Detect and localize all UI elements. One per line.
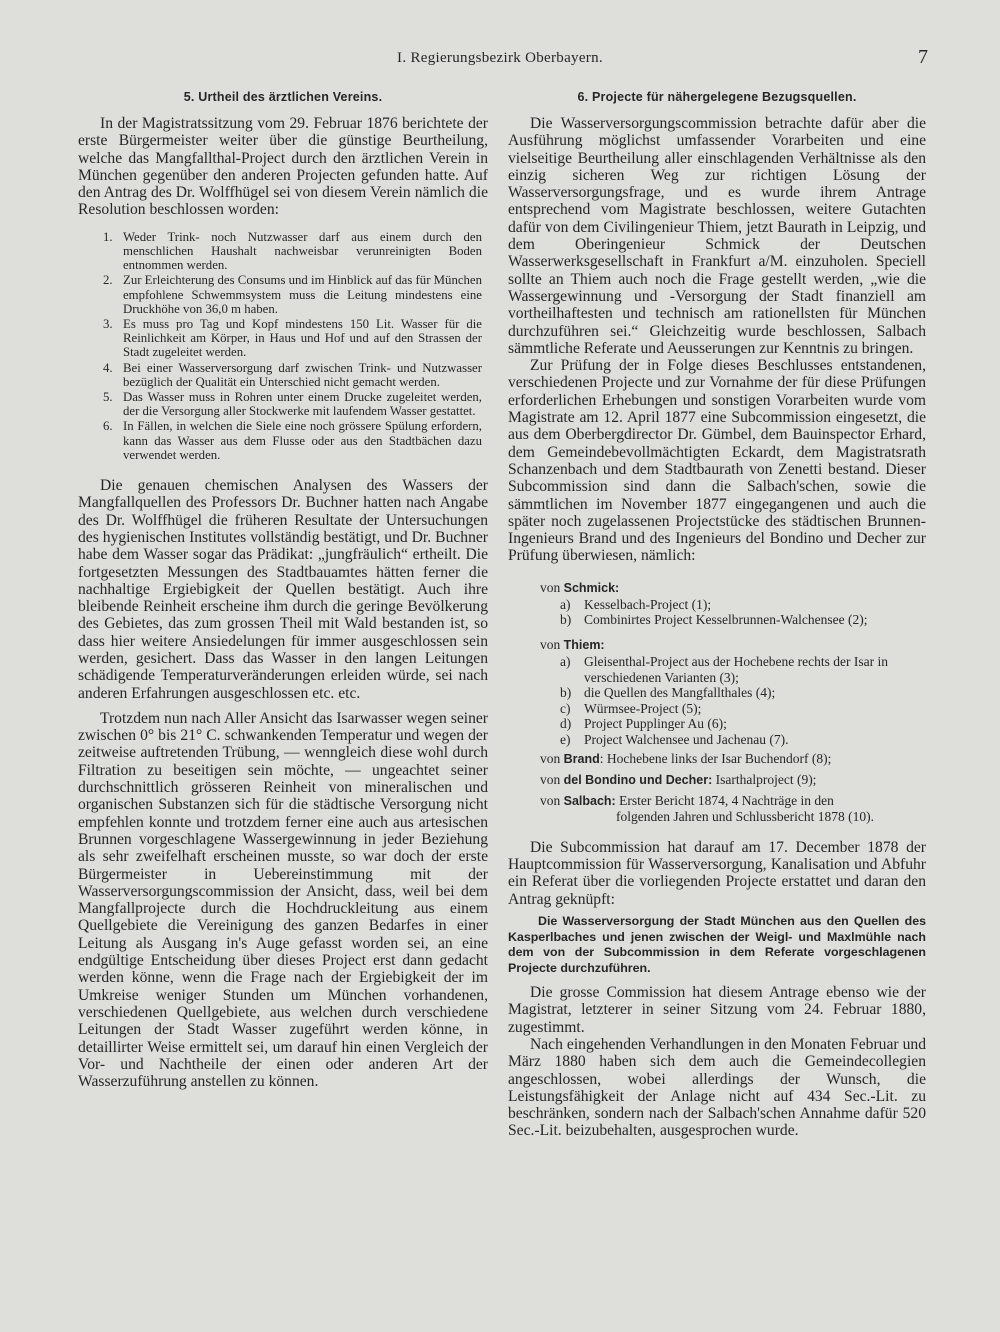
page-number: 7 [918, 46, 928, 68]
item-text: Bei einer Wasserversorgung darf zwischen Trink- und Nutzwasser bezüglich der Qualität ein Unterschied nicht gemacht werden. [123, 360, 482, 389]
project-item: d) Project Pupplinger Au (6); [560, 716, 727, 732]
item-text: Das Wasser muss in Rohren unter einem Drucke zugeleitet werden, der die Versorgung aller Stockwerke mit laufendem Wasser gestattet. [123, 390, 482, 419]
paragraph-approval: Die grosse Commission hat diesem Antrage ebenso wie der Magistrat, letzterer in seiner Sitzung vom 24. Februar 1880, zugestimmt. [508, 984, 926, 1036]
paragraph-commission: Die Wasserversorgungscommission betrachte dafür aber die Ausführung möglichst umfassender Vorarbeiten und eine vielseitige Beurtheilung aller einschlagenden Verhältnisse als den einzig sicheren Weg zur richtigen Lösung der Wasserversorgungsfrage, und es wurde ihrem Antrage entsprechend vom Magistrate beschlossen, weitere Gutachten dafür von dem Civilingenieur Thiem, jetzt Baurath in Leipzig, und dem Oberingenieur Schmick der Deutschen Wasserwerksgesellschaft in Frankfurt a/M. einzuholen. Speciell sollte an Thiem auch noch die Frage gestellt werden, „wie die Wassergewinnung und -Versorgung der Stadt finanziell am vortheilhaftesten und technisch am rationellsten für München durchzuführen sei.“ Gleichzeitig wurde beschlossen, Salbach sämmtliche Referate und Aeusserungen zur Kenntnis zu bringen. [508, 115, 926, 357]
resolution-item [78, 419, 488, 462]
item-number: 1. [103, 229, 113, 244]
resolution-item [78, 317, 488, 360]
project-item: c) Würmsee-Project (5); [560, 700, 702, 716]
left-column [78, 90, 488, 1090]
proposal-text: Die Wasserversorgung der Stadt München aus den Quellen des Kasperlbaches und jenen zwischen der Weigl- und Maxlmühle nach dem von der Subcommission in dem Referate vorgeschlagenen Projecte durchzuführen. [508, 914, 926, 975]
author-name: Schmick: [563, 580, 620, 595]
project-list-schmick [508, 597, 926, 628]
project-item: e) Project Walchensee und Jachenau (7). [560, 731, 789, 747]
paragraph-negotiations: Nach eingehenden Verhandlungen in den Monaten Februar und März 1880 haben sich dem auch die Gemeindecollegien angeschlossen, wobei allerdings der Wunsch, die Leistungsfähigkeit der Anlage nicht auf 434 Sec.-Lit. zu beschränken, sondern nach der Salbach'schen Annahme dafür 520 Sec.-Lit. beizubehalten, ausgesprochen wurde. [508, 1035, 926, 1140]
item-text: In Fällen, in welchen die Siele eine noch grössere Spülung erfordern, kann das Wasser aus dem Flusse oder aus den Stadtbächen dazu verwendet werden. [123, 419, 482, 462]
project-list-thiem [508, 654, 926, 748]
resolution-item [78, 273, 488, 316]
project-item: b) die Quellen des Mangfallthales (4); [560, 685, 776, 701]
paragraph-isarwasser: Trotzdem nun nach Aller Ansicht das Isarwasser wegen seiner zwischen 0° bis 21° C. schwankenden Temperatur und wegen der zeitweise auftretenden Trübung, — wenngleich diese wohl durch Filtration zu beseitigen sein möchte, — ungeachtet seiner durchschnittlich grösseren Reinheit von mineralischen und organischen Substanzen sich für die städtische Versorgung nicht empfehlen konnte und trotzdem ferner eine auch aus artesischen Brunnen vorgeschlagene Wassergewinnung in jeder Beziehung als sehr zweifelhaft erscheinen musste, so war doch der erste Bürgermeister in Uebereinstimmung mit der Wasserversorgungscommission der Ansicht, dass, weil bei dem Mangfallprojecte durch die Hochdruckleitung aus einem Quellgebiete die Vereinigung des ganzen Bedarfes in einer Leitung als Ausgang in's Auge gefasst worden sei, an eine endgültige Entscheidung über dieses Project erst dann gedacht werden könne, wenn die Frage nach der Ergiebigkeit der im Umkreise weniger Stunden um München vorhandenen, verschiedenen Quellgebiete, aus welchen durch verschiedene Leitungen der Stadt Wasser zugeführt werden könne, in detaillirter Weise ermittelt sei, um darauf hin einen Vergleich der Vor- und Nachtheile der einen oder anderen Art der Wasserzuführung anstellen zu können. [78, 709, 488, 1091]
project-group-bondino: von del Bondino und Decher: Isarthalproject (9); [540, 772, 817, 788]
item-number: 4. [103, 360, 113, 375]
project-group-salbach: von Salbach: Erster Bericht 1874, 4 Nachträge in den folgenden Jahren und Schlussbericht 1878 (10). [540, 792, 874, 825]
item-number: 6. [103, 419, 113, 434]
paragraph-subcommission: Zur Prüfung der in Folge dieses Beschlusses entstandenen, verschiedenen Projecte und zur Vornahme der für diese Prüfungen erforderlichen Erhebungen und sonstigen Vorarbeiten wurde vom Magistrate am 12. April 1877 eine Subcommission eingesetzt, die aus dem Oberbergdirector Dr. Gümbel, dem Bauinspector Erhard, dem Gemeindebevollmächtigten Eckardt, dem Magistratsrath Schanzenbach und dem Stadtbaurath von Zenetti bestand. Dieser Subcommission sind dann die Salbach'schen, sowie die sämmtlichen im November 1877 eingegangenen und auch die später noch zugelassenen Projectstücke des städtischen Brunnen-Ingenieurs Brand und des Ingenieurs del Bondino und Decher zur Prüfung überwiesen, nämlich: [508, 357, 926, 565]
author-name: del Bondino und Decher: [563, 773, 713, 788]
project-item: a) Kesselbach-Project (1); [560, 596, 712, 612]
author-name: Salbach: [563, 793, 616, 808]
project-item: a) Gleisenthal-Project aus der Hochebene rechts der Isar in verschiedenen Varianten (3); [560, 653, 889, 685]
item-text: Weder Trink- noch Nutzwasser darf aus einem durch den menschlichen Haushalt nachweisbar verunreinigten Boden entnommen werden. [123, 229, 482, 273]
intro-paragraph: In der Magistratssitzung vom 29. Februar 1876 berichtete der erste Bürgermeister weiter über die günstige Beurtheilung, welche das Mangfallthal-Project durch den ärztlichen Verein in München gegenüber den anderen Projecten gefunden hatte. Auf den Antrag des Dr. Wolffhügel sei von diesem Verein nämlich die Resolution beschlossen worden: [78, 115, 488, 219]
paragraph-analyses: Die genauen chemischen Analysen des Wassers der Mangfallquellen des Professors Dr. Buchner hatten nach Angabe des Dr. Wolffhügel die früheren Resultate der Untersuchungen des hygienischen Institutes vollständig bestätigt, und Dr. Buchner habe dem Wasser sogar das Prädikat: „jungfräulich“ ertheilt. Die fortgesetzten Messungen des Stadtbauamtes hätten ferner die nachhaltige Ergiebigkeit der Quellen bestätigt. Auch ihre bleibende Reinheit erscheine ihm durch die geringe Bevölkerung des Gebietes, das zum grossen Theil mit Wald bestanden ist, so dass hier weitere Ansiedelungen für immer ausgeschlossen sein werden, gesichert. Dass das Wasser in den langen Leitungen schädigende Temperaturveränderungen erleiden würde, sei nach anderen Erfahrungen ausgeschlossen etc. etc. [78, 477, 488, 702]
running-title: I. Regierungsbezirk Oberbayern. [397, 50, 603, 66]
right-column [508, 90, 926, 1140]
resolution-item [78, 390, 488, 418]
project-group-brand: von Brand: Hochebene links der Isar Buchendorf (8); [540, 751, 832, 767]
project-group-thiem: von Thiem: [540, 636, 605, 652]
resolution-item [78, 230, 488, 273]
item-text: Es muss pro Tag und Kopf mindestens 150 Lit. Wasser für die Reinlichkeit am Körper, in Haus und Hof und auf den Strassen der Stadt zugeleitet werden. [123, 317, 482, 360]
resolution-item [78, 361, 488, 389]
item-number: 2. [103, 273, 113, 288]
project-group-schmick: von Schmick: [540, 579, 620, 595]
project-item: b) Combinirtes Project Kesselbrunnen-Walchensee (2); [560, 612, 868, 628]
section-heading-5: 5. Urtheil des ärztlichen Vereins. [183, 90, 383, 104]
item-number: 5. [103, 390, 113, 405]
paragraph-report: Die Subcommission hat darauf am 17. December 1878 der Hauptcommission für Wasserversorgung, Kanalisation und Abfuhr ein Referat über die vorliegenden Projecte erstattet und daran den Antrag geknüpft: [508, 838, 926, 908]
author-name: Brand [563, 752, 600, 767]
author-name: Thiem: [563, 637, 605, 652]
section-heading-6: 6. Projecte für nähergelegene Bezugsquellen. [577, 90, 857, 104]
item-text: Zur Erleichterung des Consums und im Hinblick auf das für München empfohlene Schwemmsystem muss die Leitung mindestens eine Druckhöhe von 36,0 m haben. [123, 273, 482, 316]
resolution-list [78, 230, 488, 462]
item-number: 3. [103, 317, 113, 331]
